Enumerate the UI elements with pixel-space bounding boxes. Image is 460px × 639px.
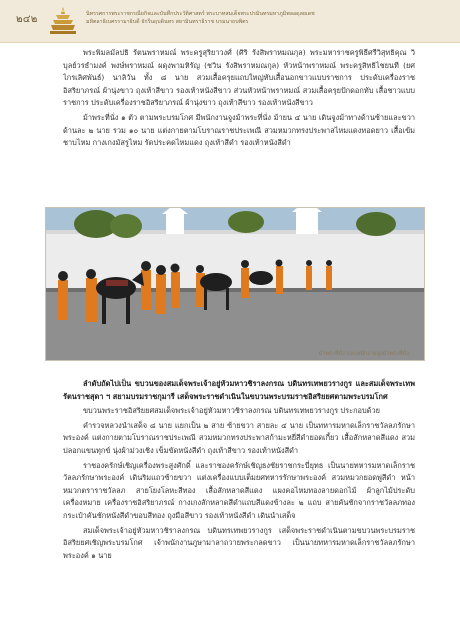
procession-illustration: [46, 208, 424, 360]
paragraph: สมเด็จพระเจ้าอยู่หัวมหาวชิราลงกรณ บดินทรเทพยวรางกูร เสด็จพระราชดำเนินตามขบวนพระบรมราชอิสริยยศเชิญพระบรมโกศ เจ้าพนักงานภูษามาลาถวายพระกลดขาว เป็นนายทหารมหาดเล็กราชวัลลภรักษาพระองค์ ๑ นาย: [63, 525, 415, 560]
page-number: ๒๔๒: [16, 14, 38, 25]
paragraph: ม้าพระที่นั่ง ๑ ตัว ตามพระบรมโกศ มีพนักงานจูงม้าพระที่นั่ง ม้ายน ๔ นาย เดินจูงม้าทางด้านซ้ายและขวา ด้านละ ๒ นาย รวม ๑๐ นาย แต่งกายตามโบราณราชประเพณี สวมหมวกทรงประพาสไหมแดงทอดยาว เสื้อเข้มชาบไหม กางเกงมัสรูไหม รัดประคดไหมแดง ถุงเท้าสีดำ รองเท้าหนังสีดำ: [63, 112, 415, 148]
paragraph-heading: ลำดับถัดไปเป็น ขบวนของสมเด็จพระเจ้าอยู่หัวมหาวชิราลงกรณ บดินทรเทพยวรางกูร และสมเด็จพระเทพรัตนราชสุดา ฯ สยามบรมราชกุมารี เสด็จพระราชดำเนินในขบวนพระบรมราชอิสริยยศตามพระบรมโกศ: [63, 379, 415, 401]
paragraph: พระพิมลมัลปธิ รัตนพราหมณ์ พระครูสุริยาวงศ์ (ศิริ รังสิพราหมณกุล) พระมหาราชครูพิธีศรีวิสุทธิคุณ วิบุลย์วรธำมงค์ พงษ์พราหมณ์ ผดุงพามหิรัญ (ชวิน รังสิพราหมณกุล) หัวหน้าพราหมณ์ พระครูสิทธิไชยนที (ยศ ไกรเลิศพันธ์) นาลิวัน ทั้ง ๘ นาย สวมเสื้อครุยแถบใหญ่ทับเสื้อนอกขาวแบบราชการ ประดับเครื่องราชอิสริยาภรณ์ ผ้านุ่งขาว ถุงเท้าสีขาว รองเท้าหนังสีขาว ส่วนหัวหน้าพราหมณ์ สวมเสื้อครุยปักดอกทับ เสื้อชาวแบบราชการ ประดับเครื่องราชอิสริยาภรณ์ ผ้านุ่งขาว ถุงเท้าสีขาว รองเท้าหนังสีขาว: [63, 48, 415, 108]
photo-caption: ม้าพระที่นั่ง และพนักงานจูงม้าพระที่นั่ง: [318, 351, 409, 357]
page-header: [0, 0, 460, 43]
header-title: นิทรรศการพระราชกรณียกิจและบันทึกประวัติศาสตร์ พระบาทสมเด็จพระปรมินทรมหาภูมิพลอดุลยเดช มหิตลาธิเบศรรามาธิบดี จักรีนฤบดินทร สยามินทราธิราช บรมนาถบพิตร: [86, 11, 315, 25]
body-text-top: [63, 47, 415, 197]
body-text-bottom: [63, 378, 415, 634]
paragraph: ขบวนพระราชอิสริยยศสมเด็จพระเจ้าอยู่หัวมหาวชิราลงกรณ บดินทรเทพยวรางกูร ประกอบด้วย: [83, 406, 380, 416]
procession-photo: [45, 207, 425, 361]
paragraph: ราชองครักษ์เชิญเครื่องพระสูงศักดิ์ และราชองครักษ์เชิญธงชัยราชกระบี่ยุทธ เป็นนายทหารมหาดเล็กราชวัลลภรักษาพระองค์ เดินริมแถวซ้ายขวา แต่งเครื่องแบบเต็มยศทหารรักษาพระองค์ สวมหมวกยอดพู่สีดำ หน้าหมวกตราราชวัลลภ สายโยงโลหะสีทอง เสื้อสักหลาดสีแดง แผงคอไหมทองลายดอกไม้ ผ้าลูกไม้ประดับเครื่องหมาย เครื่องราชอิสริยาภรณ์ กางเกงสักหลาดสีดำแถบสีแดงข้างละ ๒ แถบ สายคันชักจากราชวัลลภทอง กระเป๋าคันชักหนังสีดำขอบสีทอง ถุงมือสีขาว รองเท้าหนังสีดำ เดินนำเสด็จ: [63, 460, 415, 520]
paragraph: คำรวจหลวงนำเสด็จ ๘ นาย แยกเป็น ๒ สาย ซ้ายขวา สายละ ๔ นาย เป็นทหารมหาดเล็กราชวัลลภรักษาพระองค์ แต่งกายตามโบราณราชประเพณี สวมหมวกทรงประพาสก้ามะหยี่สีดำยอดเกี้ยว เสื้อสักหลาดสีแดง สวมปลอกแขนทุกข์ นุ่งผ้าม่วงเชิง เข็มขัดหนังสีดำ ถุงเท้าสีขาว รองเท้าหนังสีดำ: [63, 420, 415, 455]
royal-emblem-icon: [47, 5, 79, 37]
